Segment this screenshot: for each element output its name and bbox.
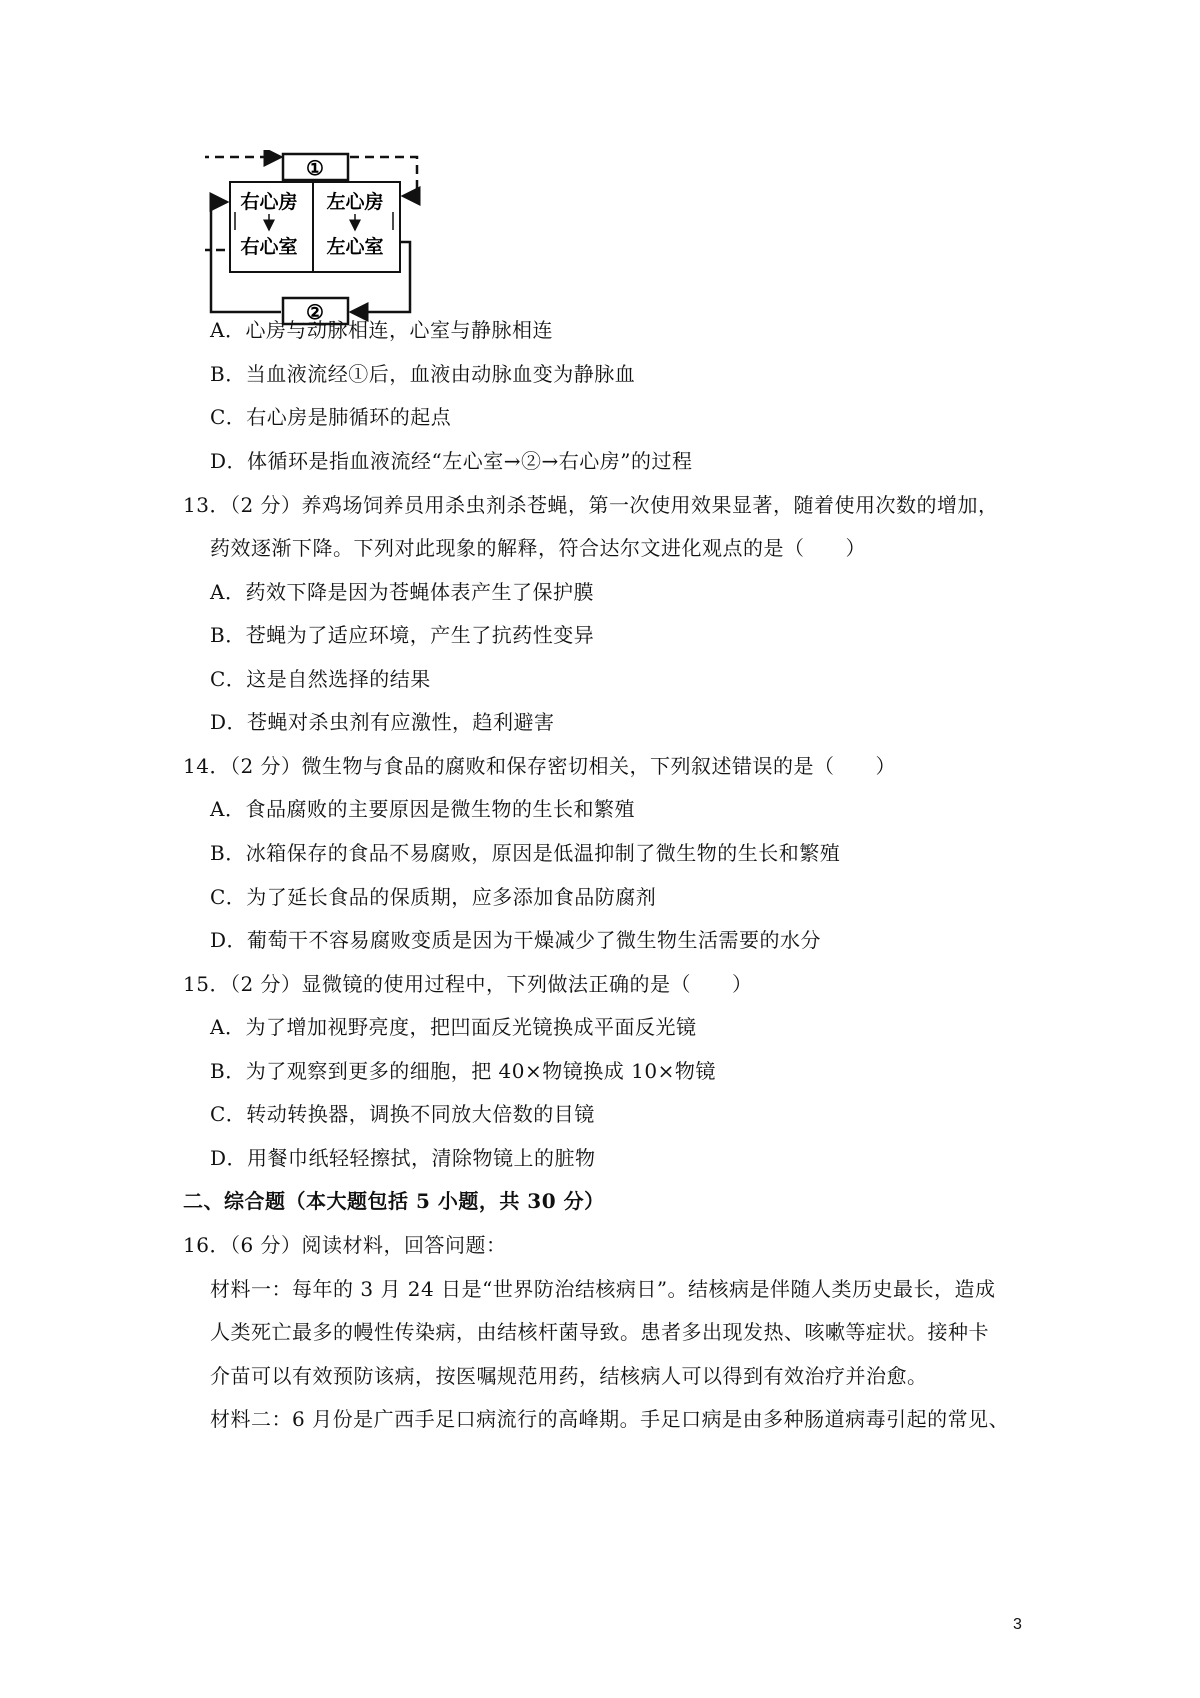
q16-material1-line1: 材料一：每年的 3 月 24 日是“世界防治结核病日”。结核病是伴随人类历史最长，造成 <box>210 1277 996 1301</box>
q15-stem: 15．（2 分）显微镜的使用过程中，下列做法正确的是（ ） <box>183 972 753 996</box>
box-2-label: ② <box>306 300 324 324</box>
q16-material2-line1: 材料二：6 月份是广西手足口病流行的高峰期。手足口病是由多种肠道病毒引起的常见、 <box>210 1407 1010 1431</box>
q12-option-c: C．右心房是肺循环的起点 <box>210 405 452 429</box>
q15-option-c: C．转动转换器，调换不同放大倍数的目镜 <box>210 1102 595 1126</box>
q15-option-b: B．为了观察到更多的细胞，把 40×物镜换成 10×物镜 <box>210 1059 716 1083</box>
q16-stem: 16．（6 分）阅读材料，回答问题： <box>183 1233 507 1257</box>
right-atrium-label: 右心房 <box>240 191 298 213</box>
right-ventricle-label: 右心室 <box>240 236 298 258</box>
q15-option-d: D．用餐巾纸轻轻擦拭，清除物镜上的脏物 <box>210 1146 596 1170</box>
q12-option-b: B．当血液流经①后，血液由动脉血变为静脉血 <box>210 362 636 386</box>
q14-option-a: A．食品腐败的主要原因是微生物的生长和繁殖 <box>210 797 635 821</box>
q15-option-a: A．为了增加视野亮度，把凹面反光镜换成平面反光镜 <box>210 1015 697 1039</box>
q12-option-a: A．心房与动脉相连，心室与静脉相连 <box>210 318 553 342</box>
page-number: 3 <box>1013 1616 1022 1633</box>
q14-option-c: C．为了延长食品的保质期，应多添加食品防腐剂 <box>210 885 657 909</box>
box-1-label: ① <box>306 156 324 180</box>
q14-option-b: B．冰箱保存的食品不易腐败，原因是低温抑制了微生物的生长和繁殖 <box>210 841 841 865</box>
q13-option-b: B．苍蝇为了适应环境，产生了抗药性变异 <box>210 623 595 647</box>
left-ventricle-label: 左心室 <box>326 236 384 258</box>
q13-option-c: C．这是自然选择的结果 <box>210 667 431 691</box>
left-atrium-label: 左心房 <box>326 191 384 213</box>
q13-stem-line1: 13．（2 分）养鸡场饲养员用杀虫剂杀苍蝇，第一次使用效果显著，随着使用次数的增加， <box>183 493 999 517</box>
q13-option-d: D．苍蝇对杀虫剂有应激性，趋利避害 <box>210 710 555 734</box>
heart-circulation-diagram <box>205 150 465 330</box>
q13-stem-line2: 药效逐渐下降。下列对此现象的解释，符合达尔文进化观点的是（ ） <box>210 536 866 560</box>
q16-material1-line2: 人类死亡最多的幔性传染病，由结核杆菌导致。患者多出现发热、咳嗽等症状。接种卡 <box>210 1320 989 1344</box>
q14-stem: 14．（2 分）微生物与食品的腐败和保存密切相关，下列叙述错误的是（ ） <box>183 754 897 778</box>
section2-heading: 二、综合题（本大题包括 5 小题，共 30 分） <box>183 1189 605 1213</box>
q13-option-a: A．药效下降是因为苍蝇体表产生了保护膜 <box>210 580 594 604</box>
q12-option-d: D．体循环是指血液流经“左心室→②→右心房”的过程 <box>210 449 693 473</box>
q14-option-d: D．葡萄干不容易腐败变质是因为干燥减少了微生物生活需要的水分 <box>210 928 822 952</box>
q16-material1-line3: 介苗可以有效预防该病，按医嘱规范用药，结核病人可以得到有效治疗并治愈。 <box>210 1364 928 1388</box>
